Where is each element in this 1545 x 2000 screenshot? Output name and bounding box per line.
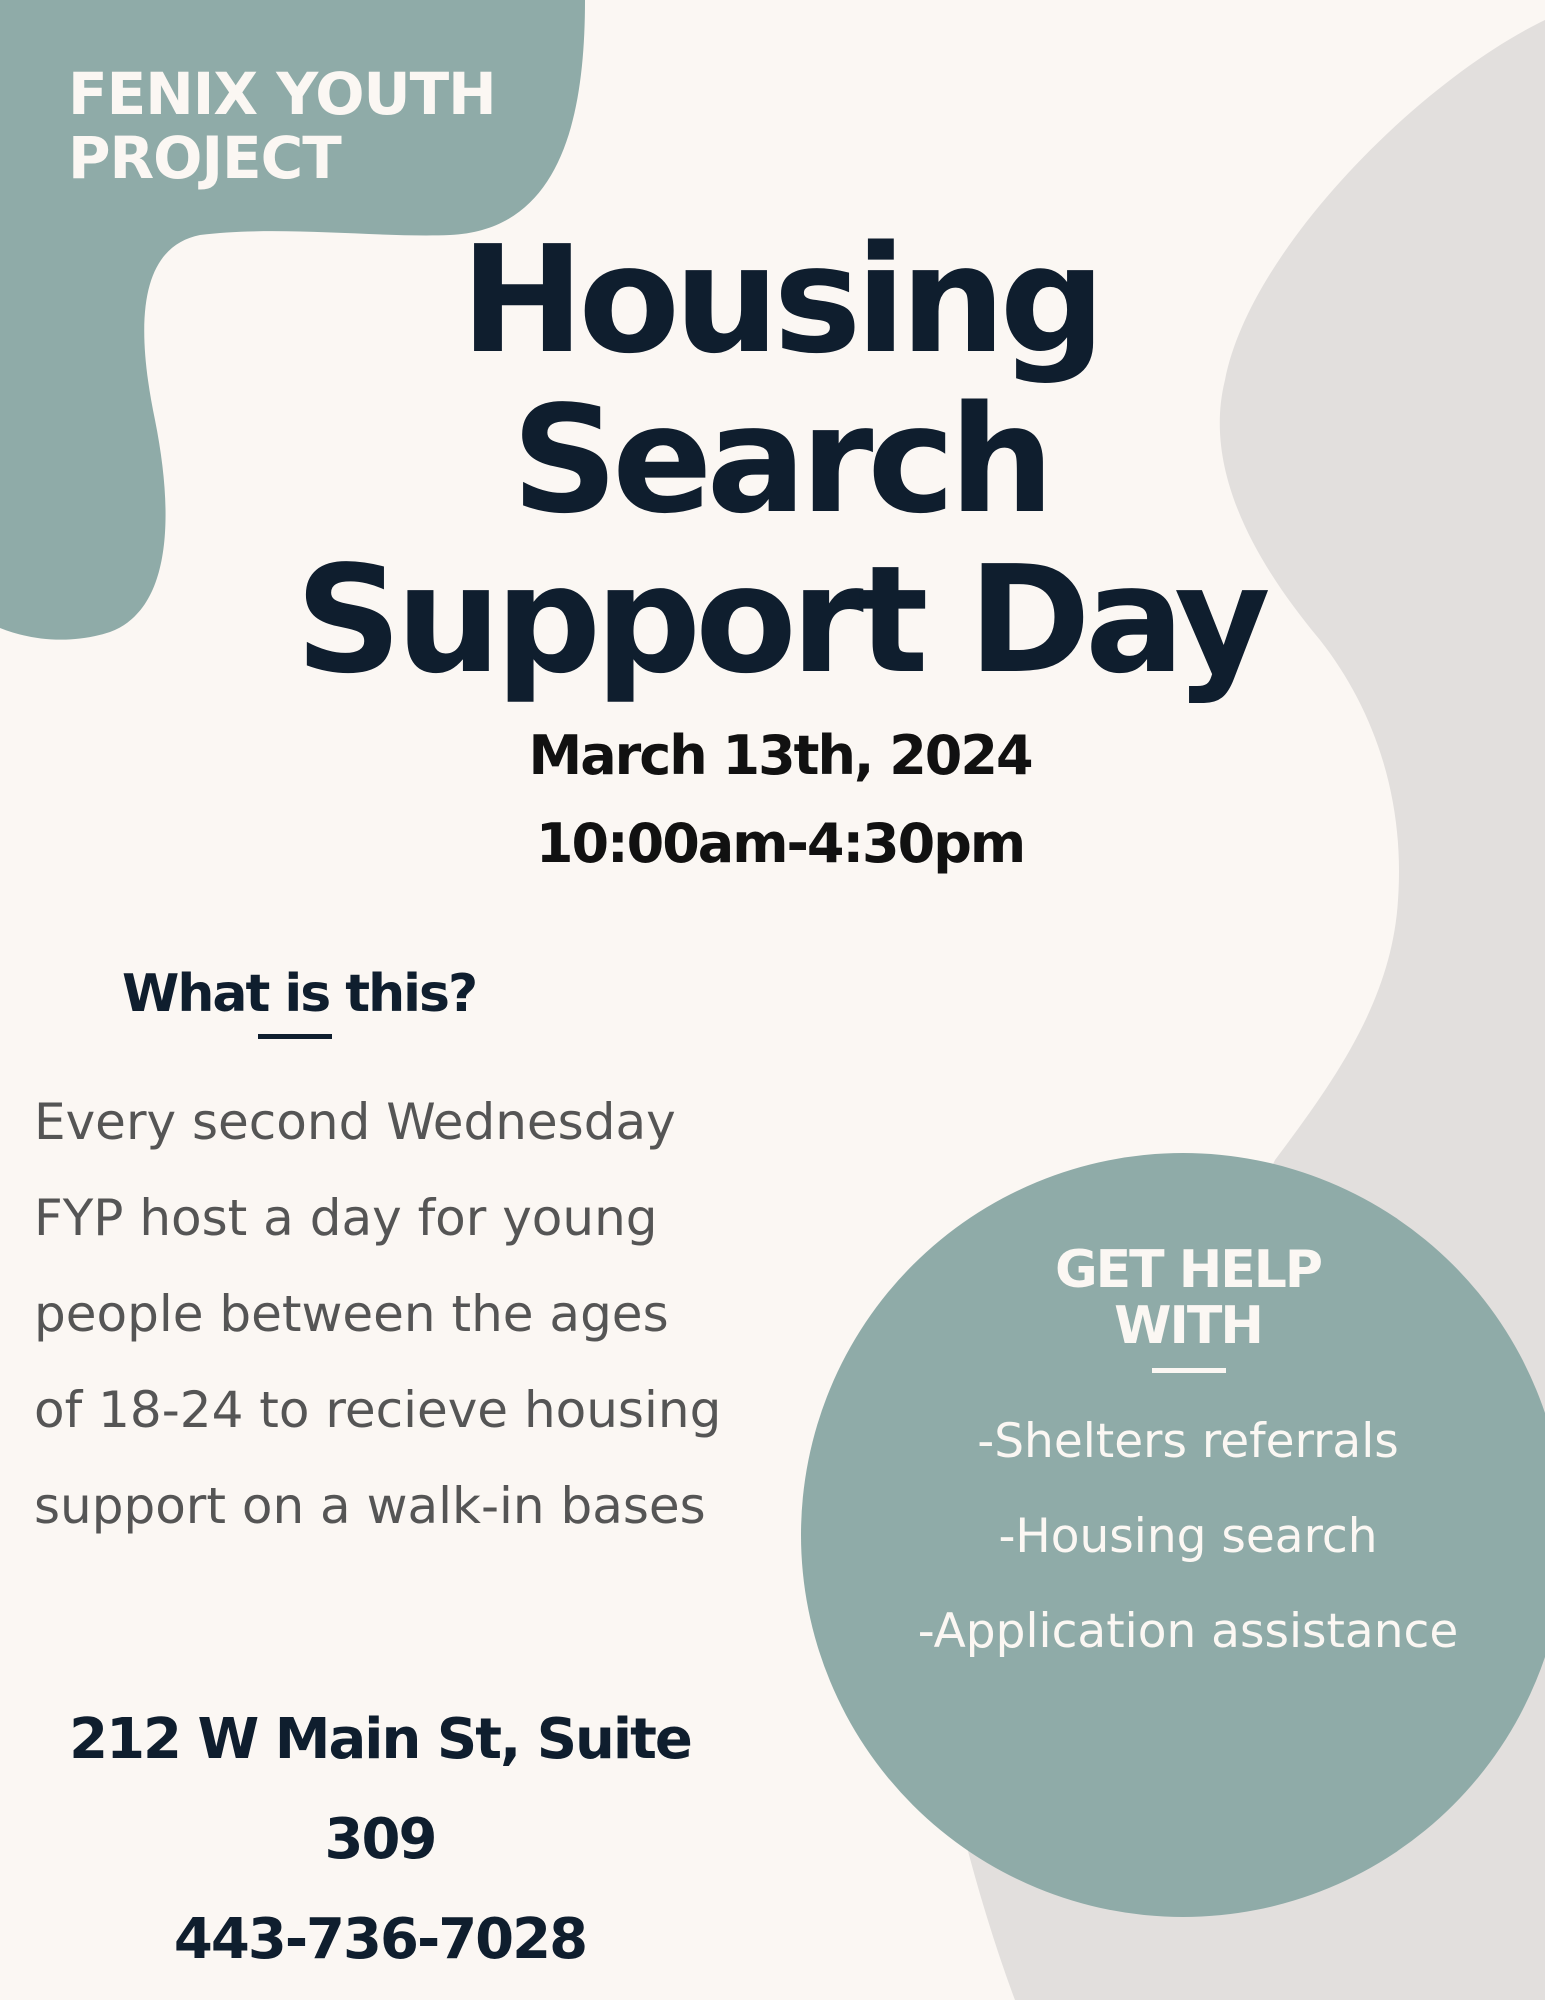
event-title-line1: Housing: [460, 214, 1100, 386]
event-date: March 13th, 2024: [528, 724, 1032, 787]
description-line: of 18-24 to recieve housing: [34, 1381, 722, 1439]
organization-name-line1: FENIX YOUTH: [68, 60, 496, 128]
get-help-heading: [958, 1242, 1418, 1354]
help-heading-underline: [1152, 1368, 1226, 1373]
description-line: Every second Wednesday: [34, 1093, 676, 1151]
address: 212 W Main St, Suite 309: [69, 1707, 691, 1872]
what-is-this-heading: What is this?: [122, 964, 477, 1024]
contact-info: [20, 1690, 740, 1990]
get-help-heading-line2: WITH: [1114, 1296, 1262, 1356]
event-time: 10:00am-4:30pm: [535, 812, 1025, 875]
event-title-line2: Search: [511, 374, 1049, 546]
get-help-heading-line1: GET HELP: [1054, 1240, 1322, 1300]
what-is-this-description: [34, 1074, 794, 1554]
help-list-item: -Application assistance: [917, 1604, 1459, 1659]
description-line: support on a walk-in bases: [34, 1477, 706, 1535]
help-list-item: -Housing search: [998, 1509, 1378, 1564]
help-list: [848, 1394, 1528, 1679]
organization-name-line2: PROJECT: [68, 124, 341, 192]
phone-number: 443-736-7028: [173, 1907, 587, 1972]
help-list-item: -Shelters referrals: [977, 1414, 1399, 1469]
event-date-time: [380, 712, 1180, 888]
what-heading-underline: [258, 1034, 332, 1039]
description-line: FYP host a day for young: [34, 1189, 658, 1247]
event-title-line3: Support Day: [295, 534, 1265, 706]
organization-name: [68, 62, 568, 190]
description-line: people between the ages: [34, 1285, 669, 1343]
event-title: [200, 214, 1360, 706]
